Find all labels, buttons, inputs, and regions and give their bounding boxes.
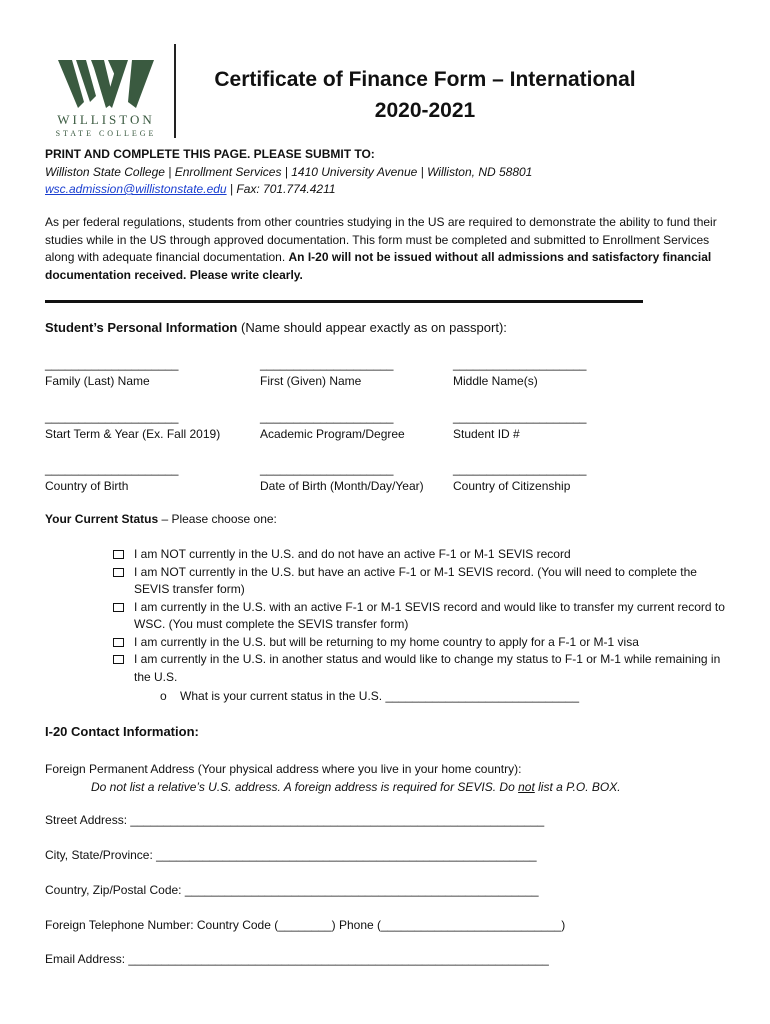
field-blank[interactable]: _____________________________________________________ [184,883,539,897]
checkbox[interactable] [113,638,124,647]
field-label: Date of Birth (Month/Day/Year) [260,479,424,493]
field-label: Academic Program/Degree [260,427,405,441]
title-line-1: Certificate of Finance Form – International [214,68,636,91]
status-option-3[interactable] [113,599,733,634]
checkbox[interactable] [113,568,124,577]
field-label: Country of Birth [45,479,129,493]
field-label: Start Term & Year (Ex. Fall 2019) [45,427,221,441]
option-label: I am currently in the U.S. with an active F-1 or M-1 SEVIS record and would like to transfer my current record to WSC. (You must complete the SEVIS transfer form) [134,599,725,631]
title-line-2: 2020-2021 [374,99,476,122]
foreign-address-instructions [45,760,735,796]
phone-blank[interactable]: ___________________________ [381,918,562,932]
field-blank: ____________________ [453,410,587,424]
field-label: Country, Zip/Postal Code: [45,883,185,897]
field-blank: ____________________ [453,357,587,371]
field-blank: ____________________ [45,410,179,424]
status-heading [45,512,735,526]
field-label: Student ID # [453,427,520,441]
field-blank: ____________________ [45,357,179,371]
status-heading-note: – Please choose one: [158,512,277,526]
status-option-2[interactable] [113,564,733,599]
field-label-phone: ) Phone ( [331,918,381,932]
start-term-field[interactable] [45,409,220,443]
personal-heading-text: Student’s Personal Information [45,320,238,335]
note-part-b: list a P.O. BOX. [534,780,621,794]
option-label: I am currently in the U.S. but will be returning to my home country to apply for a F-1 or M-1 visa [134,634,639,649]
college-logo [50,58,162,138]
contact-heading: I-20 Contact Information: [45,724,199,739]
field-blank[interactable]: _______________________________________________________________ [128,952,549,966]
field-label: Foreign Telephone Number: Country Code ( [45,918,279,932]
field-label: Middle Name(s) [453,374,538,388]
status-option-5[interactable] [113,651,733,686]
checkbox[interactable] [113,550,124,559]
option-label: I am NOT currently in the U.S. but have an active F-1 or M-1 SEVIS record. (You will need to complete the SEVIS transfer form) [134,564,697,596]
submit-info [45,146,735,199]
page-title [190,64,660,126]
current-status-sub-option[interactable] [160,688,579,706]
intro-bold: An I-20 will not be issued without all admissions and satisfactory financial documentation received. Please write clearly. [45,250,712,282]
field-blank: ____________________ [45,462,179,476]
logo-name: WILLISTON [57,112,155,127]
field-label: First (Given) Name [260,374,362,388]
admission-email-link[interactable]: wsc.admission@willistonstate.edu [45,182,227,196]
field-blank[interactable]: _________________________________________________________ [156,848,537,862]
header-divider [174,44,176,138]
field-label: Street Address: [45,813,131,827]
field-blank[interactable]: ______________________________________________________________ [130,813,545,827]
intro-paragraph [45,214,735,284]
logo-sub: STATE COLLEGE [55,129,157,138]
street-address-field[interactable] [45,813,544,827]
note-not: not [518,780,535,794]
field-label: Family (Last) Name [45,374,150,388]
country-of-citizenship-field[interactable] [453,461,586,495]
personal-info-heading [45,320,735,335]
section-divider [45,300,643,303]
field-label-close: ) [561,918,566,932]
option-label: I am NOT currently in the U.S. and do not have an active F-1 or M-1 SEVIS record [134,547,571,561]
fax-number: | Fax: 701.774.4211 [226,182,336,196]
field-blank: ____________________ [453,462,587,476]
field-label: Country of Citizenship [453,479,571,493]
foreign-address-label: Foreign Permanent Address (Your physical address where you live in your home country): [45,762,522,776]
field-label: Email Address: [45,952,129,966]
field-blank: ____________________ [260,357,394,371]
submit-heading: PRINT AND COMPLETE THIS PAGE. PLEASE SUBMIT TO: [45,147,375,161]
first-name-field[interactable] [260,356,393,390]
personal-heading-note: (Name should appear exactly as on passport): [237,320,507,335]
country-zip-field[interactable] [45,883,539,897]
student-id-field[interactable] [453,409,586,443]
note-part-a: Do not list a relative’s U.S. address. A foreign address is required for SEVIS. Do [91,780,519,794]
city-state-field[interactable] [45,848,537,862]
submit-address: Williston State College | Enrollment Services | 1410 University Avenue | Williston, ND 58801 [45,164,533,179]
sub-bullet: o [160,689,167,703]
foreign-address-note [45,778,735,796]
intro-text: As per federal regulations, students from other countries studying in the US are required to demonstrate the ability to fund their studies while in the US through approved documentation. This form must be completed and submitted to Enrollment Services along with adequate financial documentation. [45,215,717,264]
status-heading-text: Your Current Status [45,512,159,526]
field-label: City, State/Province: [45,848,157,862]
field-blank: ____________________ [260,462,394,476]
family-name-field[interactable] [45,356,178,390]
w-logo-icon [56,58,156,110]
field-blank: ____________________ [260,410,394,424]
sub-option-blank[interactable]: _____________________________ [385,689,579,703]
status-option-4[interactable] [113,634,733,652]
status-options [113,546,733,686]
sub-option-label: What is your current status in the U.S. [180,689,386,703]
checkbox[interactable] [113,655,124,664]
foreign-phone-field[interactable] [45,918,565,932]
country-of-birth-field[interactable] [45,461,178,495]
checkbox[interactable] [113,603,124,612]
date-of-birth-field[interactable] [260,461,424,495]
middle-name-field[interactable] [453,356,586,390]
country-code-blank[interactable]: ________ [278,918,332,932]
status-option-1[interactable] [113,546,733,564]
email-address-field[interactable] [45,952,549,966]
option-label: I am currently in the U.S. in another status and would like to change my status to F-1 or M-1 while remaining in the U.S. [134,652,721,684]
academic-program-field[interactable] [260,409,405,443]
